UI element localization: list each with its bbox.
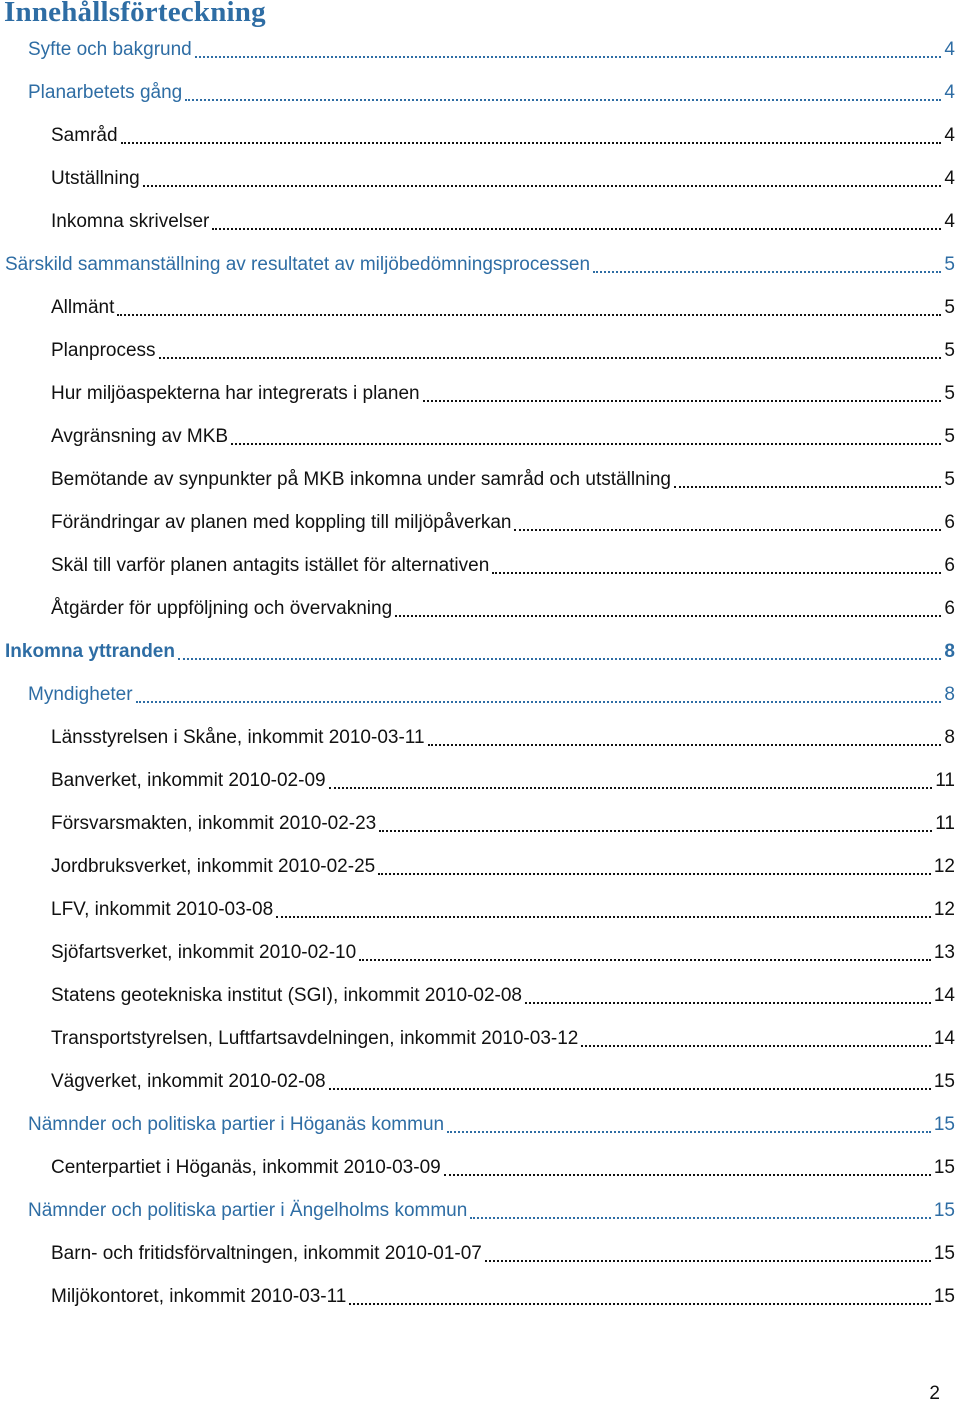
toc-entry-page: 8 <box>944 641 955 662</box>
dot-leader <box>121 142 942 144</box>
toc-entry-title: Försvarsmakten, inkommit 2010-02-23 <box>51 813 377 834</box>
toc-entry[interactable] <box>0 632 960 672</box>
dot-leader <box>581 1045 931 1047</box>
toc-entry-title: Statens geotekniska institut (SGI), inkommit 2010-02-08 <box>51 985 523 1006</box>
toc-entry-page: 15 <box>933 1200 955 1221</box>
toc-entry-title: Åtgärder för uppföljning och övervakning <box>51 598 393 619</box>
toc-entry[interactable] <box>0 417 960 457</box>
toc-entry-title: Utställning <box>51 168 140 189</box>
toc-entry-page: 12 <box>933 856 955 877</box>
toc-entry-title: Förändringar av planen med koppling till miljöpåverkan <box>51 512 512 533</box>
toc-entry-title: Banverket, inkommit 2010-02-09 <box>51 770 326 791</box>
toc-entry[interactable] <box>0 374 960 414</box>
toc-entry-title: LFV, inkommit 2010-03-08 <box>51 899 274 920</box>
toc-entry-title: Barn- och fritidsförvaltningen, inkommit 2010-01-07 <box>51 1243 482 1264</box>
dot-leader <box>444 1174 931 1176</box>
toc-entry[interactable] <box>0 1277 960 1317</box>
toc-entry-page: 11 <box>935 770 955 791</box>
dot-leader <box>359 959 931 961</box>
toc-entry-title: Centerpartiet i Höganäs, inkommit 2010-03-09 <box>51 1157 441 1178</box>
toc-entry[interactable] <box>0 202 960 242</box>
toc-entry[interactable] <box>0 761 960 801</box>
dot-leader <box>395 615 941 617</box>
toc-entry-page: 15 <box>933 1286 955 1307</box>
toc-entry[interactable] <box>0 1019 960 1059</box>
dot-leader <box>378 873 931 875</box>
dot-leader <box>329 787 933 789</box>
toc-entry[interactable] <box>0 30 960 70</box>
toc-entry-page: 5 <box>944 297 955 318</box>
toc-entry-title: Miljökontoret, inkommit 2010-03-11 <box>51 1286 347 1307</box>
toc-entry-title: Avgränsning av MKB <box>51 426 229 447</box>
dot-leader <box>143 185 942 187</box>
toc-entry-page: 4 <box>944 211 955 232</box>
toc-entry-title: Inkomna skrivelser <box>51 211 210 232</box>
toc-entry-title: Bemötande av synpunkter på MKB inkomna under samråd och utställning <box>51 469 671 490</box>
toc-entry-page: 6 <box>944 512 955 533</box>
dot-leader <box>136 701 942 703</box>
toc-entry-title: Skäl till varför planen antagits istället för alternativen <box>51 555 490 576</box>
toc-entry-title: Myndigheter <box>28 684 133 705</box>
toc-entry[interactable] <box>0 890 960 930</box>
toc-entry-page: 5 <box>944 469 955 490</box>
toc-entry[interactable] <box>0 1105 960 1145</box>
toc-entry-title: Nämnder och politiska partier i Höganäs kommun <box>28 1114 445 1135</box>
toc-entry[interactable] <box>0 73 960 113</box>
toc-entry-page: 13 <box>933 942 955 963</box>
toc-entry[interactable] <box>0 331 960 371</box>
toc-entry-title: Särskild sammanställning av resultatet av miljöbedömningsprocessen <box>5 254 591 275</box>
toc-entry[interactable] <box>0 847 960 887</box>
toc-entry-page: 8 <box>944 684 955 705</box>
toc-entry-page: 5 <box>944 340 955 361</box>
toc-entry-page: 4 <box>944 125 955 146</box>
toc-entry-page: 15 <box>933 1071 955 1092</box>
toc-entry-title: Syfte och bakgrund <box>28 39 192 60</box>
dot-leader <box>212 228 941 230</box>
toc-entry-title: Planprocess <box>51 340 156 361</box>
toc-entry-title: Inkomna yttranden <box>5 641 175 662</box>
toc-entry-page: 4 <box>944 82 955 103</box>
toc-entry-page: 4 <box>944 168 955 189</box>
dot-leader <box>492 572 941 574</box>
toc-entry-title: Hur miljöaspekterna har integrerats i planen <box>51 383 420 404</box>
toc-entry-title: Allmänt <box>51 297 115 318</box>
toc-entry[interactable] <box>0 159 960 199</box>
toc-entry-page: 6 <box>944 555 955 576</box>
dot-leader <box>349 1303 931 1305</box>
toc-entry-page: 5 <box>944 254 955 275</box>
toc-entry[interactable] <box>0 1234 960 1274</box>
toc-entry[interactable] <box>0 804 960 844</box>
toc-entry-page: 12 <box>933 899 955 920</box>
dot-leader <box>593 271 941 273</box>
toc-entry-page: 14 <box>933 985 955 1006</box>
toc-entry-title: Planarbetets gång <box>28 82 183 103</box>
dot-leader <box>447 1131 931 1133</box>
toc-entry[interactable] <box>0 460 960 500</box>
toc-entry-title: Samråd <box>51 125 118 146</box>
toc-entry-page: 4 <box>944 39 955 60</box>
toc-entry[interactable] <box>0 1191 960 1231</box>
dot-leader <box>185 99 941 101</box>
toc-entry-title: Nämnder och politiska partier i Ängelholms kommun <box>28 1200 468 1221</box>
toc-entry[interactable] <box>0 976 960 1016</box>
toc-entry-title: Jordbruksverket, inkommit 2010-02-25 <box>51 856 376 877</box>
dot-leader <box>195 56 942 58</box>
toc-entry[interactable] <box>0 675 960 715</box>
dot-leader <box>379 830 932 832</box>
page-number: 2 <box>929 1383 940 1404</box>
toc-entry[interactable] <box>0 288 960 328</box>
dot-leader <box>159 357 942 359</box>
toc-entry-page: 15 <box>933 1243 955 1264</box>
toc-entry[interactable] <box>0 503 960 543</box>
toc-entry-page: 8 <box>944 727 955 748</box>
toc-entry-page: 15 <box>933 1157 955 1178</box>
toc-entry-title: Sjöfartsverket, inkommit 2010-02-10 <box>51 942 357 963</box>
dot-leader <box>231 443 941 445</box>
toc-entry-page: 14 <box>933 1028 955 1049</box>
dot-leader <box>329 1088 931 1090</box>
toc-entry[interactable] <box>0 933 960 973</box>
toc-entry[interactable] <box>0 589 960 629</box>
toc-entry-page: 6 <box>944 598 955 619</box>
dot-leader <box>276 916 931 918</box>
toc-entry[interactable] <box>0 245 960 285</box>
toc-entry-page: 11 <box>935 813 955 834</box>
toc-entry[interactable] <box>0 546 960 586</box>
dot-leader <box>674 486 941 488</box>
toc-entry[interactable] <box>0 718 960 758</box>
dot-leader <box>423 400 942 402</box>
dot-leader <box>514 529 941 531</box>
toc-entry[interactable] <box>0 1148 960 1188</box>
dot-leader <box>525 1002 931 1004</box>
toc-entry-title: Transportstyrelsen, Luftfartsavdelningen, inkommit 2010-03-12 <box>51 1028 579 1049</box>
toc-entry-title: Länsstyrelsen i Skåne, inkommit 2010-03-11 <box>51 727 425 748</box>
toc-entry-title: Vägverket, inkommit 2010-02-08 <box>51 1071 326 1092</box>
dot-leader <box>117 314 941 316</box>
toc-entry-page: 5 <box>944 426 955 447</box>
page-title: Innehållsförteckning <box>4 0 266 28</box>
dot-leader <box>428 744 942 746</box>
dot-leader <box>470 1217 931 1219</box>
dot-leader <box>178 658 941 660</box>
toc-entry-page: 5 <box>944 383 955 404</box>
toc-entry[interactable] <box>0 1062 960 1102</box>
toc-entry-page: 15 <box>933 1114 955 1135</box>
dot-leader <box>485 1260 931 1262</box>
toc-entry[interactable] <box>0 116 960 156</box>
